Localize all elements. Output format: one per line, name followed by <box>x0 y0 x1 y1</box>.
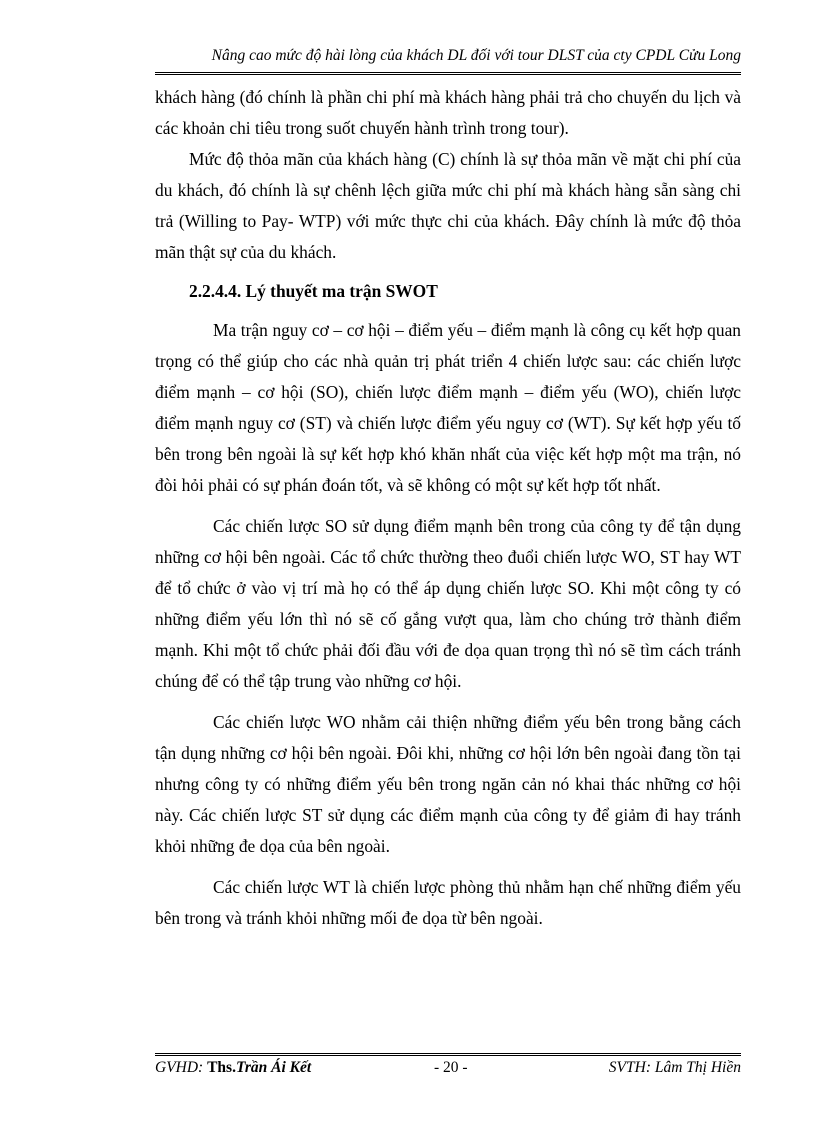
paragraph: khách hàng (đó chính là phần chi phí mà khách hàng phải trả cho chuyến du lịch và các khoản chi tiêu trong suốt chuyến hành trình trong tour). <box>155 87 741 138</box>
student-name: SVTH: Lâm Thị Hiền <box>608 1059 741 1076</box>
paragraph: Các chiến lược SO sử dụng điểm mạnh bên trong của công ty để tận dụng những cơ hội bên ngoài. Các tổ chức thường theo đuổi chiến lược WO, ST hay WT để tổ chức ở vào vị trí mà họ có thể áp dụng chiến lược SO. Khi một công ty có những điểm yếu lớn thì nó sẽ cố gắng vượt qua, làm cho chúng trở thành điểm mạnh. Khi một tổ chức phải đối đầu với đe dọa quan trọng thì nó sẽ tìm cách tránh chúng để có thể tập trung vào những cơ hội. <box>155 516 741 691</box>
paragraph: Mức độ thỏa mãn của khách hàng (C) chính là sự thỏa mãn về mặt chi phí của du khách, đó chính là sự chênh lệch giữa mức chi phí mà khách hàng sẵn sàng chi trả (Willing to Pay- WTP) với mức thực chi của khách. Đây chính là mức độ thỏa mãn thật sự của du khách. <box>155 149 741 262</box>
supervisor-title: Ths. <box>207 1059 236 1076</box>
paragraph: Các chiến lược WO nhằm cải thiện những điểm yếu bên trong bằng cách tận dụng những cơ hội bên ngoài. Đôi khi, những cơ hội lớn bên ngoài đang tồn tại nhưng công ty có những điểm yếu bên trong ngăn cản nó khai thác những cơ hội này. Các chiến lược ST sử dụng các điểm mạnh của công ty để giảm đi hay tránh khỏi những đe dọa của bên ngoài. <box>155 712 741 856</box>
page-footer <box>155 1058 741 1078</box>
supervisor-name: Trần Ái Kết <box>235 1059 312 1076</box>
running-header: Nâng cao mức độ hài lòng của khách DL đối với tour DLST của cty CPDL Cửu Long <box>211 47 741 64</box>
supervisor-label: GVHD: <box>155 1059 208 1076</box>
supervisor <box>155 1058 311 1078</box>
footer-rule <box>155 1053 741 1056</box>
document-body <box>155 82 741 934</box>
header-rule <box>155 72 741 75</box>
paragraph: Ma trận nguy cơ – cơ hội – điểm yếu – điểm mạnh là công cụ kết hợp quan trọng có thể giúp cho các nhà quản trị phát triển 4 chiến lược sau: các chiến lược điểm mạnh – cơ hội (SO), chiến lược điểm mạnh – điểm yếu (WO), chiến lược điểm mạnh nguy cơ (ST) và chiến lược điểm yếu nguy cơ (WT). Sự kết hợp yếu tố bên trong bên ngoài là sự kết hợp khó khăn nhất của việc kết hợp một ma trận, nó đòi hỏi phải có sự phán đoán tốt, và sẽ không có một sự kết hợp tốt nhất. <box>155 320 741 495</box>
page-number: - 20 - <box>434 1059 468 1076</box>
section-heading: 2.2.4.4. Lý thuyết ma trận SWOT <box>189 281 438 301</box>
paragraph: Các chiến lược WT là chiến lược phòng thủ nhằm hạn chế những điểm yếu bên trong và tránh khỏi những mối đe dọa từ bên ngoài. <box>155 877 741 928</box>
